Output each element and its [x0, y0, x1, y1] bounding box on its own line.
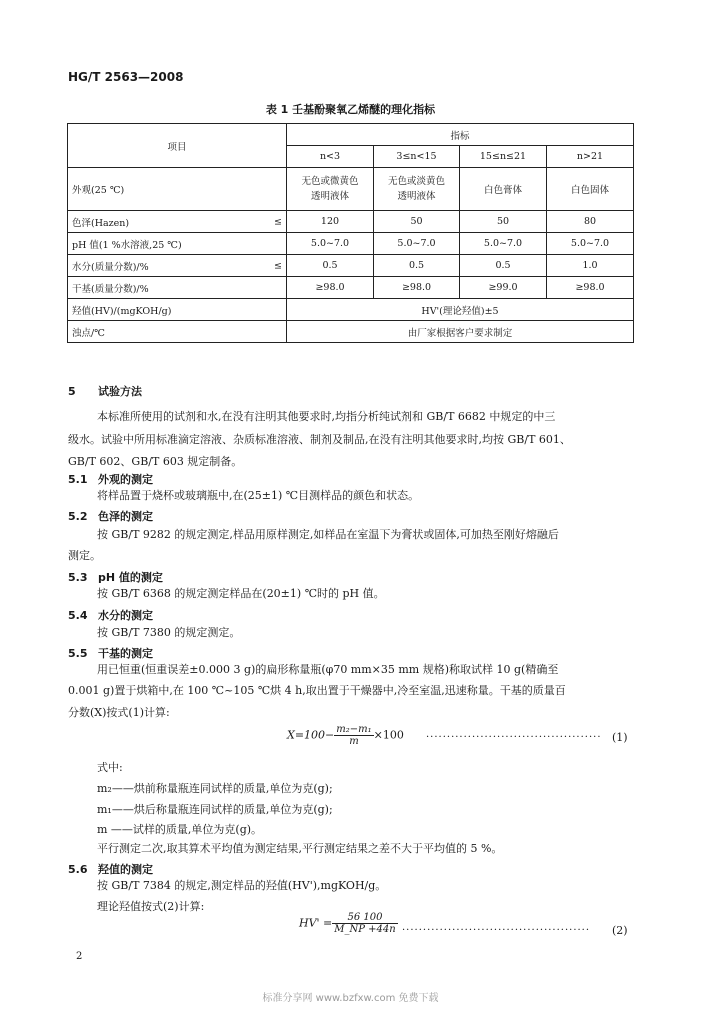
- table-cell: 1.0: [547, 255, 634, 277]
- parallel-note: 平行测定二次,取其算术平均值为测定结果,平行测定结果之差不大于平均值的 5 %。: [97, 842, 503, 855]
- section-5-3-heading: 5.3 pH 值的测定: [68, 571, 163, 584]
- section-5-4-heading: 5.4 水分的测定: [68, 609, 153, 622]
- watermark: 标准分享网 www.bzfxw.com 免费下载: [262, 993, 439, 1004]
- table-cell: ≥98.0: [547, 277, 634, 299]
- formula-2-number: (2): [612, 924, 628, 937]
- table-cell: 白色固体: [547, 168, 634, 211]
- table-cell: ≥98.0: [374, 277, 460, 299]
- formula-2-leader: ·············································: [402, 925, 591, 936]
- section-5-2-text-1: 按 GB/T 9282 的规定测定,样品用原样测定,如样品在室温下为膏状或固体,可加热至刚好熔融后: [97, 528, 559, 541]
- table-cell: 5.0~7.0: [287, 233, 374, 255]
- variable-m2: m₂——烘前称量瓶连同试样的质量,单位为克(g);: [97, 782, 333, 795]
- row-label-text: 色泽(Hazen): [72, 217, 130, 229]
- table-row: [68, 233, 634, 255]
- hydroxyl-row: [68, 299, 634, 321]
- table-cell: 无色或淡黄色 透明液体: [374, 168, 460, 211]
- variable-m: m ——试样的质量,单位为克(g)。: [97, 823, 263, 836]
- formula-1-leader: ··········································: [426, 732, 602, 743]
- section-5-3-text: 按 GB/T 6368 的规定测定样品在(20±1) ℃时的 pH 值。: [97, 587, 385, 600]
- intro-line-3: GB/T 602、GB/T 603 规定制备。: [68, 455, 243, 468]
- section-5-5-text-2: 0.001 g)置于烘箱中,在 100 ℃~105 ℃烘 4 h,取出置于干燥器中,冷至室温,迅速称量。干基的质量百: [68, 684, 566, 697]
- page-number: 2: [76, 951, 83, 962]
- row-label: 羟值(HV)/(mgKOH/g): [68, 299, 287, 321]
- column-header: n<3: [287, 146, 374, 168]
- section-5-5-heading: 5.5 干基的测定: [68, 647, 153, 660]
- column-header: 15≤n≤21: [460, 146, 547, 168]
- cloud-point-row: [68, 321, 634, 343]
- table-cell: 5.0~7.0: [547, 233, 634, 255]
- table-row: [68, 211, 634, 233]
- spec-table: [67, 123, 634, 343]
- formula-2: HV' = $\frac{56 100}{M\_NP +44n}$: [299, 912, 396, 935]
- formula-1-number: (1): [612, 731, 628, 744]
- section-5-5-text-3: 分数(X)按式(1)计算:: [68, 706, 170, 719]
- row-label: 浊点/℃: [68, 321, 287, 343]
- row-label: [68, 168, 287, 211]
- row-label: [68, 255, 287, 277]
- row-value: HV'(理论羟值)±5: [287, 299, 634, 321]
- table-row: [68, 277, 634, 299]
- row-label: [68, 211, 287, 233]
- formula-1: X=100− $\frac{\text{m₂−m₁}}{m}$ ×100: [287, 724, 404, 747]
- item-header: 项目: [68, 124, 287, 168]
- table-cell: 白色膏体: [460, 168, 547, 211]
- table-cell: 5.0~7.0: [460, 233, 547, 255]
- section-5-1-heading: 5.1 外观的测定: [68, 473, 153, 486]
- table-body: [68, 168, 634, 299]
- section-5-6-text-1: 按 GB/T 7384 的规定,测定样品的羟值(HV'),mgKOH/g。: [97, 879, 387, 892]
- section-5-1-text: 将样品置于烧杯或玻璃瓶中,在(25±1) ℃目测样品的颜色和状态。: [97, 489, 420, 502]
- standard-code: HG/T 2563—2008: [68, 70, 184, 84]
- intro-line-2: 级水。试验中所用标准滴定溶液、杂质标准溶液、制剂及制品,在没有注明其他要求时,均按 GB/T 601、: [68, 433, 571, 446]
- section-5-4-text: 按 GB/T 7380 的规定测定。: [97, 626, 241, 639]
- table-cell: 0.5: [374, 255, 460, 277]
- row-label-text: 干基(质量分数)/%: [72, 283, 149, 295]
- table-cell: 0.5: [287, 255, 374, 277]
- table-cell: 5.0~7.0: [374, 233, 460, 255]
- table-cell: 50: [460, 211, 547, 233]
- section-5-6-heading: 5.6 羟值的测定: [68, 863, 153, 876]
- row-label-text: pH 值(1 %水溶液,25 ℃): [72, 239, 182, 251]
- section-5-2-text-2: 测定。: [68, 549, 101, 562]
- table-cell: 无色或微黄色 透明液体: [287, 168, 374, 211]
- where-label: 式中:: [97, 761, 123, 774]
- row-label-text: 外观(25 ℃): [72, 185, 125, 196]
- row-value: 由厂家根据客户要求制定: [287, 321, 634, 343]
- limit-symbol: ≤: [274, 216, 282, 227]
- variable-m1: m₁——烘后称量瓶连同试样的质量,单位为克(g);: [97, 803, 333, 816]
- table-cell: 120: [287, 211, 374, 233]
- row-label-text: 水分(质量分数)/%: [72, 261, 149, 273]
- section-5-5-text-1: 用已恒重(恒重误差±0.000 3 g)的扁形称量瓶(φ70 mm×35 mm 规格)称取试样 10 g(精确至: [97, 663, 559, 676]
- table-row: [68, 168, 634, 211]
- section-5-2-heading: 5.2 色泽的测定: [68, 510, 153, 523]
- column-header: 3≤n<15: [374, 146, 460, 168]
- table-header-row: [68, 124, 634, 146]
- table-cell: 50: [374, 211, 460, 233]
- table-cell: ≥98.0: [287, 277, 374, 299]
- table-caption: 表 1 壬基酚聚氧乙烯醚的理化指标: [265, 103, 436, 116]
- table-cell: 0.5: [460, 255, 547, 277]
- table-row: [68, 255, 634, 277]
- table-cell: 80: [547, 211, 634, 233]
- section-5-heading: 5 试验方法: [68, 385, 142, 398]
- limit-symbol: ≤: [274, 260, 282, 271]
- table-cell: ≥99.0: [460, 277, 547, 299]
- intro-line-1: 本标准所使用的试剂和水,在没有注明其他要求时,均指分析纯试剂和 GB/T 6682 中规定的中三: [97, 410, 556, 423]
- row-label: [68, 233, 287, 255]
- index-header: 指标: [287, 124, 634, 146]
- section-5-6-text-2: 理论羟值按式(2)计算:: [97, 900, 205, 913]
- column-header: n>21: [547, 146, 634, 168]
- row-label: [68, 277, 287, 299]
